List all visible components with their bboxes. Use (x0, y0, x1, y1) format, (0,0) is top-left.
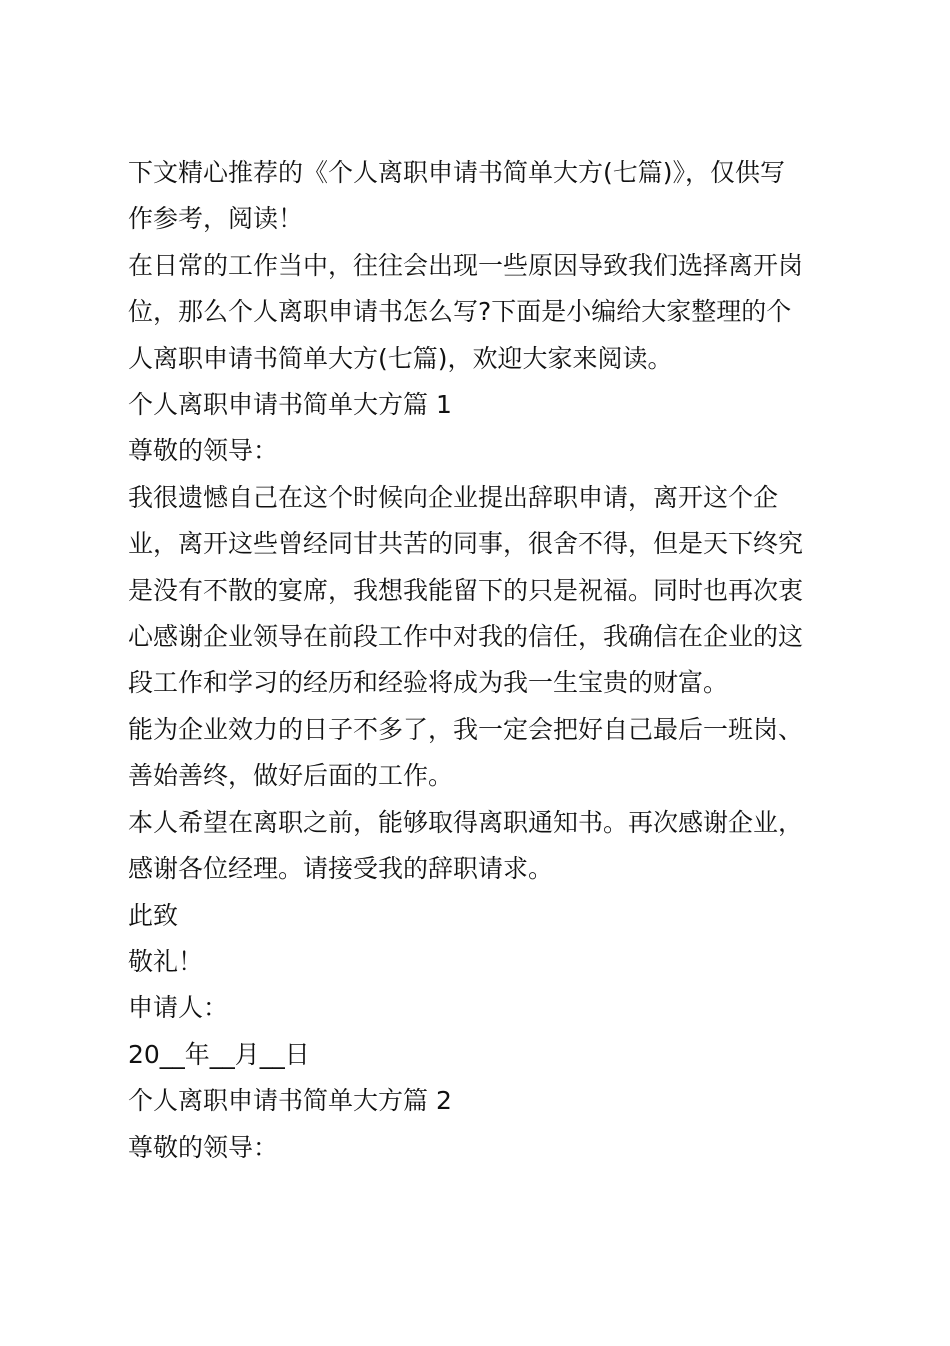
paragraph-line: 是没有不散的宴席，我想我能留下的只是祝福。同时也再次衷 (128, 575, 804, 605)
paragraph-line: 感谢各位经理。请接受我的辞职请求。 (128, 854, 554, 884)
document-body (128, 150, 828, 1171)
paragraph-line: 我很遗憾自己在这个时候向企业提出辞职申请，离开这个企 (128, 482, 779, 512)
salutation: 尊敬的领导： (128, 1132, 279, 1162)
applicant-line: 申请人： (128, 993, 229, 1023)
paragraph-line: 段工作和学习的经历和经验将成为我一生宝贵的财富。 (128, 668, 729, 698)
paragraph-line: 位，那么个人离职申请书怎么写?下面是小编给大家整理的个 (128, 297, 792, 327)
intro-line: 下文精心推荐的《个人离职申请书简单大方(七篇)》，仅供写 (128, 158, 786, 187)
paragraph-line: 心感谢企业领导在前段工作中对我的信任，我确信在企业的这 (128, 622, 804, 652)
paragraph-line: 本人希望在离职之前，能够取得离职通知书。再次感谢企业， (128, 807, 804, 837)
closing-line: 此致 (128, 900, 179, 930)
paragraph-line: 在日常的工作当中，往往会出现一些原因导致我们选择离开岗 (128, 250, 804, 280)
paragraph-line: 业，离开这些曾经同甘共苦的同事，很舍不得，但是天下终究 (128, 529, 804, 559)
intro-line: 作参考，阅读！ (128, 204, 304, 234)
paragraph-line: 能为企业效力的日子不多了，我一定会把好自己最后一班岗、 (128, 714, 804, 744)
closing-line: 敬礼！ (128, 946, 204, 976)
section-heading: 个人离职申请书简单大方篇 1 (128, 390, 452, 420)
paragraph-line: 善始善终，做好后面的工作。 (128, 761, 454, 791)
section-heading: 个人离职申请书简单大方篇 2 (128, 1086, 452, 1116)
salutation: 尊敬的领导： (128, 436, 279, 466)
date-line: 20__年__月__日 (128, 1039, 310, 1069)
paragraph-line: 人离职申请书简单大方(七篇)，欢迎大家来阅读。 (128, 343, 673, 373)
